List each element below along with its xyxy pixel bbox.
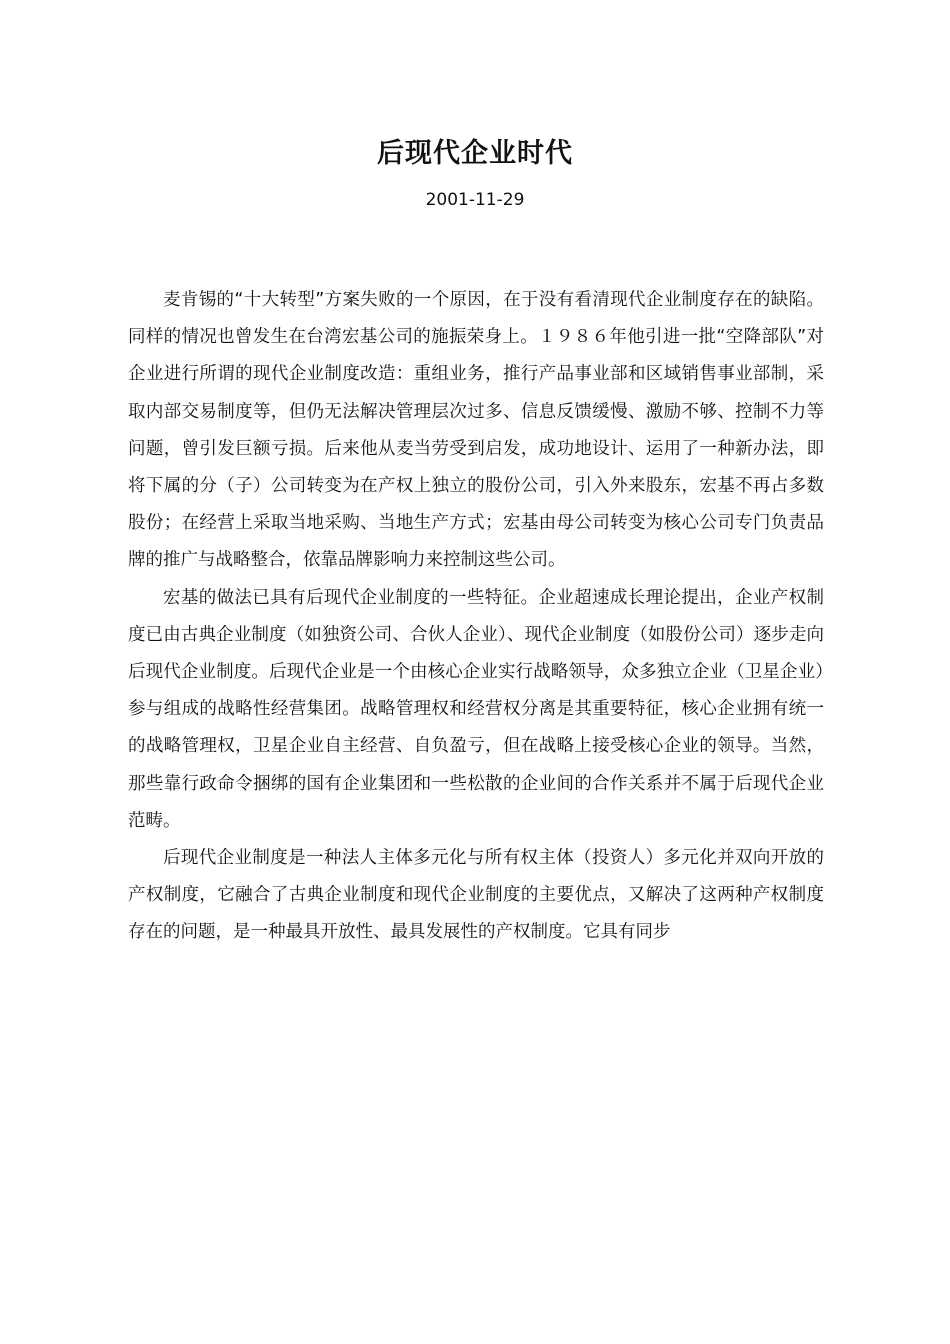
document-date: 2001-11-29 xyxy=(425,190,525,210)
paragraph: 宏基的做法已具有后现代企业制度的一些特征。企业超速成长理论提出，企业产权制度已由古典企业制度（如独资公司、合伙人企业）、现代企业制度（如股份公司）逐步走向后现代企业制度。后现代企业是一个由核心企业实行战略领导，众多独立企业（卫星企业）参与组成的战略性经营集团。战略管理权和经营权分离是其重要特征，核心企业拥有统一的战略管理权，卫星企业自主经营、自负盈亏，但在战略上接受核心企业的领导。当然，那些靠行政命令捆绑的国有企业集团和一些松散的企业间的合作关系并不属于后现代企业范畴。 xyxy=(128,587,824,831)
document-title: 后现代企业时代 xyxy=(377,138,573,169)
paragraph: 麦肯锡的“十大转型”方案失败的一个原因，在于没有看清现代企业制度存在的缺陷。同样的情况也曾发生在台湾宏基公司的施振荣身上。１９８６年他引进一批“空降部队”对企业进行所谓的现代企业制度改造：重组业务，推行产品事业部和区域销售事业部制，采取内部交易制度等，但仍无法解决管理层次过多、信息反馈缓慢、激励不够、控制不力等问题，曾引发巨额亏损。后来他从麦当劳受到启发，成功地设计、运用了一种新办法，即将下属的分（子）公司转变为在产权上独立的股份公司，引入外来股东，宏基不再占多数股份；在经营上采取当地采购、当地生产方式；宏基由母公司转变为核心公司专门负责品牌的推广与战略整合，依靠品牌影响力来控制这些公司。 xyxy=(128,290,824,571)
document-body xyxy=(128,282,824,952)
paragraph: 后现代企业制度是一种法人主体多元化与所有权主体（投资人）多元化并双向开放的产权制度，它融合了古典企业制度和现代企业制度的主要优点，又解决了这两种产权制度存在的问题，是一种最具开放性、最具发展性的产权制度。它具有同步 xyxy=(128,848,824,943)
